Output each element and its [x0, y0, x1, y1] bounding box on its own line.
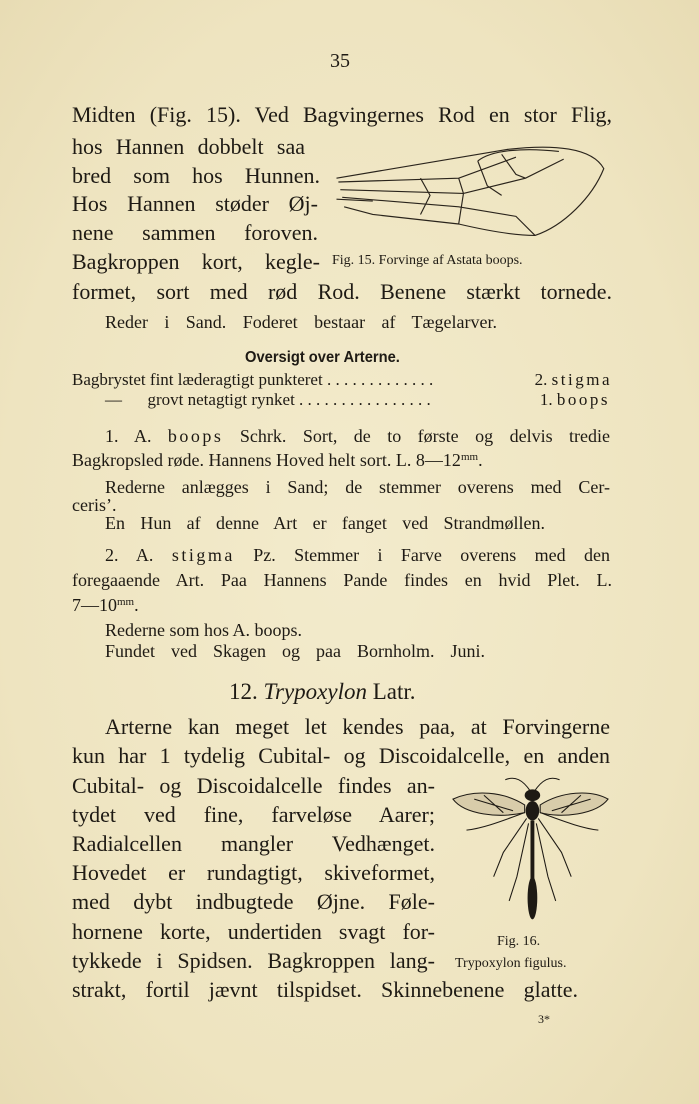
text-line: bred som hos Hunnen. [72, 163, 320, 188]
key-result-species: stigma [551, 370, 612, 389]
text-line: tydet ved fine, farveløse Aarer; [72, 802, 435, 827]
species-2-heading [105, 544, 610, 566]
species-name: stigma [171, 545, 235, 565]
text-line: Fundet ved Skagen og paa Bornholm. Juni. [105, 641, 485, 661]
text-line [72, 594, 139, 616]
wasp-figure-16 [445, 770, 615, 930]
text-line: Rederne som hos A. boops. [105, 620, 302, 640]
text-line [72, 449, 483, 471]
unit: mm [117, 596, 135, 608]
text-line: kun har 1 tydelig Cubital- og Discoidalcelle, en anden [72, 743, 610, 768]
section-number: 12. [229, 679, 258, 704]
key-result-number: 2. [534, 370, 548, 389]
text-line: Cubital- og Discoidalcelle findes an- [72, 773, 435, 798]
text-line: Radialcellen mangler Vedhænget. [72, 831, 435, 856]
species-1-heading [105, 425, 610, 447]
text-line: Reder i Sand. Foderet bestaar af Tægelarver. [105, 312, 497, 332]
signature-mark: 3* [538, 1012, 550, 1026]
text-span: Bagkropsled røde. Hannens Hoved helt sort. L. 8—12 [72, 450, 461, 470]
genus-name: Trypoxylon [263, 679, 367, 704]
text-span: . [134, 595, 139, 615]
text-line: Bagkroppen kort, kegle- [72, 249, 320, 274]
text-line: nene sammen foroven. [72, 220, 318, 245]
text-line: med dybt indbugtede Øjne. Føle- [72, 889, 435, 914]
key-title: Oversigt over Arterne. [245, 349, 400, 366]
key-row-text: Bagbrystet fint læderagtigt punkteret . . . . . . . . . . . . . [72, 370, 434, 389]
figure-15-caption: Fig. 15. Forvinge af Astata boops. [332, 253, 523, 268]
key-row-text: — grovt netagtigt rynket . . . . . . . . . . . . . . . . [105, 390, 431, 409]
unit: mm [460, 451, 479, 463]
text-line: hos Hannen dobbelt saa [72, 134, 305, 159]
text-line: Rederne anlægges i Sand; de stemmer overens med Cer- [105, 477, 610, 497]
text-line: ceris’. [72, 495, 117, 515]
text-line: En Hun af denne Art er fanget ved Strandmøllen. [105, 513, 545, 533]
key-row [105, 390, 610, 410]
genus-author: Latr. [372, 679, 416, 704]
text-span: . [478, 450, 483, 470]
text-line: tykkede i Spidsen. Bagkroppen lang- [72, 948, 435, 973]
text-line: Hos Hannen støder Øj- [72, 191, 318, 216]
text-span: Pz. Stemmer i Farve overens med den [253, 545, 611, 565]
text-line: strakt, fortil jævnt tilspidset. Skinnebenene glatte. [72, 977, 578, 1002]
key-result-number: 1. [539, 390, 553, 409]
text-line: Midten (Fig. 15). Ved Bagvingernes Rod en stor Flig, [72, 102, 612, 127]
figure-16-label: Fig. 16. [497, 934, 541, 949]
text-span: Schrk. Sort, de to første og delvis tredie [239, 426, 610, 446]
page-number: 35 [330, 50, 350, 72]
wing-figure-15 [328, 140, 618, 245]
figure-16-species: Trypoxylon figulus. [455, 956, 567, 971]
text-line: hornene korte, undertiden svagt for- [72, 919, 435, 944]
species-number: 2. A. [105, 545, 154, 565]
key-result-species: boops [556, 390, 610, 409]
text-line: Arterne kan meget let kendes paa, at Forvingerne [105, 714, 610, 739]
key-row [72, 370, 612, 390]
text-span: 7—10 [72, 595, 117, 615]
species-number: 1. A. [105, 426, 152, 446]
section-heading [229, 679, 416, 705]
text-line: formet, sort med rød Rod. Benene stærkt tornede. [72, 279, 612, 304]
text-line: Hovedet er rundagtigt, skiveformet, [72, 860, 435, 885]
text-line: foregaaende Art. Paa Hannens Pande findes en hvid Plet. L. [72, 570, 612, 590]
species-name: boops [167, 426, 224, 446]
